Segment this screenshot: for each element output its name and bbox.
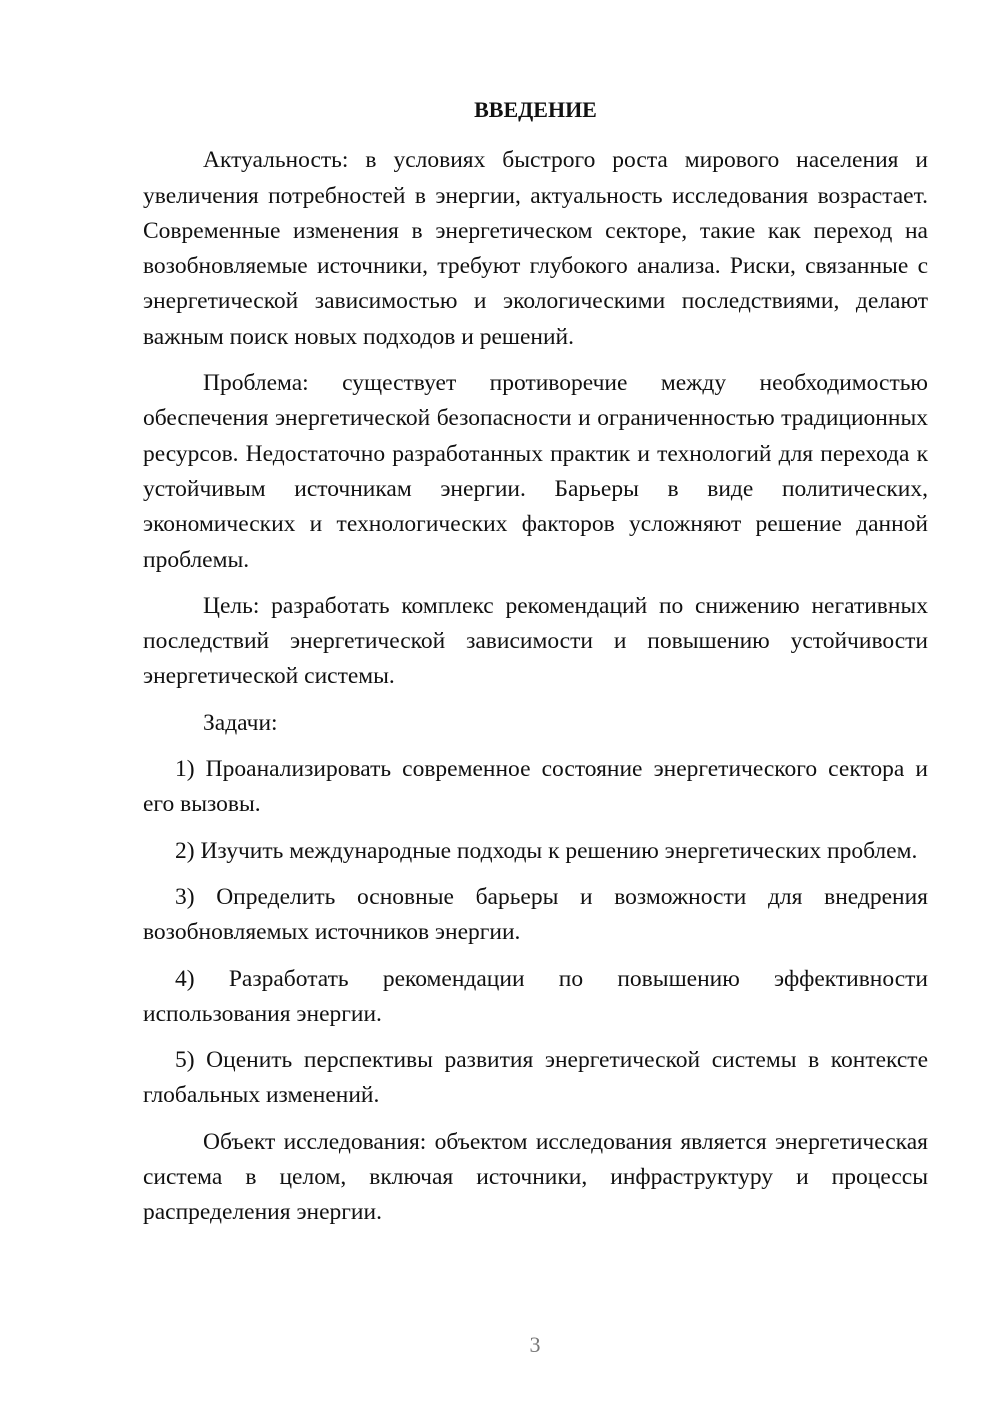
section-title: ВВЕДЕНИЕ xyxy=(474,97,597,122)
document-body xyxy=(143,92,928,1242)
tasks-heading: Задачи: xyxy=(203,709,278,736)
task-item-5: 5) Оценить перспективы развития энергетической системы в контексте глобальных изменений. xyxy=(143,1047,928,1109)
task-item-4: 4) Разработать рекомендации по повышению эффективности использования энергии. xyxy=(143,965,928,1027)
task-item-2: 2) Изучить международные подходы к решению энергетических проблем. xyxy=(175,837,918,864)
paragraph-object: Объект исследования: объектом исследования является энергетическая система в целом, включая источники, инфраструктуру и процессы распределения энергии. xyxy=(143,1128,928,1226)
paragraph-relevance: Актуальность: в условиях быстрого роста мирового населения и увеличения потребностей в энергии, актуальность исследования возрастает. Современные изменения в энергетическом секторе, такие как переход на возобновляемые источники, требуют глубокого анализа. Риски, связанные с энергетической зависимостью и экологическими последствиями, делают важным поиск новых подходов и решений. xyxy=(143,147,928,350)
task-item-1: 1) Проанализировать современное состояние энергетического сектора и его вызовы. xyxy=(143,756,928,818)
paragraph-goal: Цель: разработать комплекс рекомендаций по снижению негативных последствий энергетической зависимости и повышению устойчивости энергетической системы. xyxy=(143,592,928,690)
paragraph-problem: Проблема: существует противоречие между необходимостью обеспечения энергетической безопасности и ограниченностью традиционных ресурсов. Недостаточно разработанных практик и технологий для перехода к устойчивым источникам энергии. Барьеры в виде политических, экономических и технологических факторов усложняют решение данной проблемы. xyxy=(143,370,928,573)
task-item-3: 3) Определить основные барьеры и возможности для внедрения возобновляемых источников энергии. xyxy=(143,883,928,946)
page-number: 3 xyxy=(529,1332,541,1357)
